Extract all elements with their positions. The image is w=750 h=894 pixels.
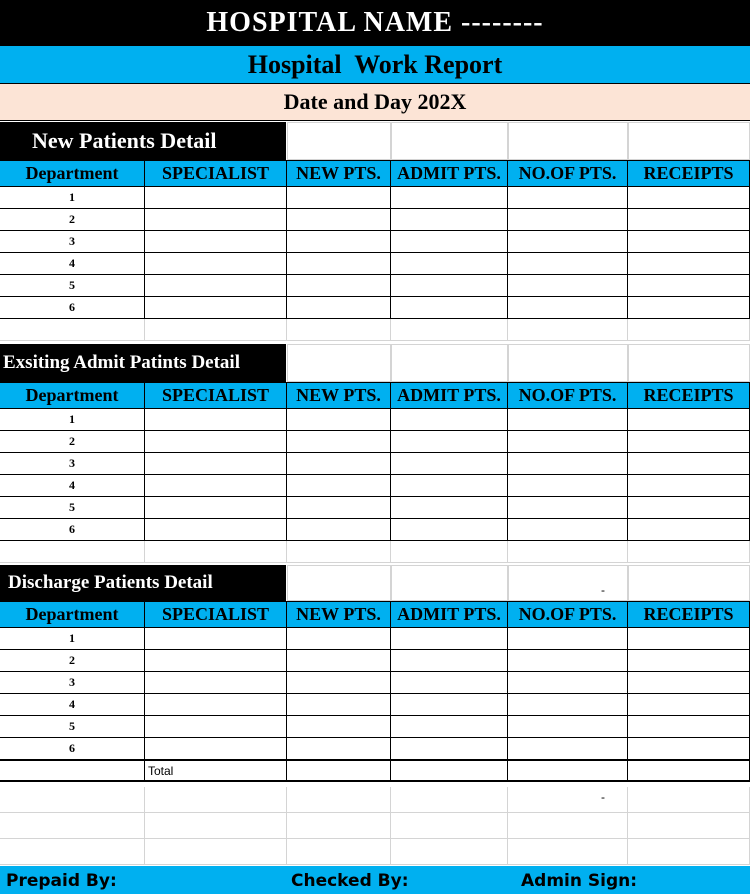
data-cell[interactable]	[508, 519, 628, 541]
data-cell[interactable]	[391, 694, 508, 716]
column-header: SPECIALIST	[145, 160, 287, 187]
blank-cell	[0, 839, 145, 865]
blank-cell	[508, 813, 628, 839]
data-cell[interactable]	[628, 716, 750, 738]
hospital-name-text: HOSPITAL NAME --------	[206, 6, 544, 38]
data-cell[interactable]	[391, 209, 508, 231]
data-cell[interactable]	[508, 319, 628, 341]
table-row	[0, 297, 750, 319]
blank-cell	[145, 813, 287, 839]
department-cell[interactable]: 2	[0, 650, 145, 672]
column-header: NO.OF PTS.	[508, 160, 628, 187]
blank-cell	[508, 122, 628, 160]
blank-row	[0, 787, 750, 813]
data-cell[interactable]	[287, 453, 391, 475]
data-cell[interactable]	[287, 541, 391, 563]
column-header: SPECIALIST	[145, 601, 287, 628]
dash-mark: -	[601, 790, 605, 804]
blank-cell	[391, 813, 508, 839]
blank-cell	[0, 813, 145, 839]
table-row	[0, 650, 750, 672]
data-cell[interactable]	[145, 409, 287, 431]
data-cell[interactable]	[628, 453, 750, 475]
data-cell[interactable]	[145, 453, 287, 475]
data-cell[interactable]	[391, 297, 508, 319]
data-cell[interactable]	[287, 319, 391, 341]
department-cell[interactable]: 3	[0, 672, 145, 694]
blank-cell	[628, 787, 750, 813]
data-cell[interactable]	[145, 541, 287, 563]
department-cell[interactable]: 5	[0, 275, 145, 297]
table-row	[0, 716, 750, 738]
data-cell[interactable]	[145, 297, 287, 319]
data-cell[interactable]	[287, 760, 391, 782]
data-cell[interactable]	[628, 319, 750, 341]
department-cell[interactable]: 4	[0, 694, 145, 716]
department-cell[interactable]: 4	[0, 253, 145, 275]
table-row	[0, 475, 750, 497]
table-row	[0, 231, 750, 253]
blank-cell	[391, 565, 508, 601]
data-cell[interactable]	[628, 409, 750, 431]
data-cell[interactable]	[628, 541, 750, 563]
data-cell[interactable]	[628, 650, 750, 672]
data-cell[interactable]	[391, 497, 508, 519]
data-cell[interactable]	[508, 275, 628, 297]
column-header: NO.OF PTS.	[508, 382, 628, 409]
blank-cell	[287, 787, 391, 813]
table-row	[0, 187, 750, 209]
data-cell[interactable]	[145, 497, 287, 519]
blank-cell	[508, 787, 628, 813]
column-header: NEW PTS.	[287, 160, 391, 187]
column-header: RECEIPTS	[628, 382, 750, 409]
date-day-line	[0, 84, 750, 121]
data-cell[interactable]	[145, 187, 287, 209]
data-cell[interactable]	[508, 231, 628, 253]
data-cell[interactable]	[145, 650, 287, 672]
column-header: Department	[0, 601, 145, 628]
report-title	[0, 45, 750, 84]
blank-cell	[145, 787, 287, 813]
data-cell[interactable]	[628, 275, 750, 297]
table-row	[0, 431, 750, 453]
checked-by-label: Checked By:	[291, 871, 409, 891]
data-cell[interactable]	[287, 650, 391, 672]
table-row	[0, 541, 750, 563]
blank-cell	[628, 344, 750, 382]
data-cell[interactable]	[391, 231, 508, 253]
data-cell[interactable]	[145, 519, 287, 541]
data-cell[interactable]	[287, 716, 391, 738]
blank-cell	[287, 565, 391, 601]
data-cell[interactable]	[628, 694, 750, 716]
column-header: Department	[0, 382, 145, 409]
blank-cell	[628, 839, 750, 865]
blank-cell	[391, 344, 508, 382]
blank-cell	[508, 344, 628, 382]
department-cell[interactable]: 4	[0, 475, 145, 497]
data-cell[interactable]	[628, 253, 750, 275]
data-cell[interactable]	[628, 738, 750, 760]
blank-cell	[508, 565, 628, 601]
data-cell[interactable]	[145, 475, 287, 497]
data-cell[interactable]	[145, 738, 287, 760]
data-cell[interactable]	[508, 738, 628, 760]
data-cell[interactable]	[145, 716, 287, 738]
department-cell[interactable]: 6	[0, 738, 145, 760]
data-cell[interactable]	[391, 187, 508, 209]
blank-cell	[0, 787, 145, 813]
table-row	[0, 209, 750, 231]
data-cell[interactable]	[508, 497, 628, 519]
data-cell[interactable]	[628, 297, 750, 319]
data-cell[interactable]	[287, 519, 391, 541]
blank-cell	[628, 813, 750, 839]
prepared-by-label: Prepaid By:	[6, 871, 117, 891]
blank-row	[0, 813, 750, 839]
data-cell[interactable]	[628, 497, 750, 519]
blank-cell	[145, 839, 287, 865]
blank-cell	[287, 813, 391, 839]
blank-cell	[508, 839, 628, 865]
data-cell[interactable]	[508, 716, 628, 738]
data-cell[interactable]	[287, 275, 391, 297]
data-cell[interactable]	[287, 187, 391, 209]
table-row	[0, 738, 750, 760]
data-cell[interactable]	[391, 716, 508, 738]
table-row	[0, 519, 750, 541]
table-row	[0, 497, 750, 519]
data-cell[interactable]	[508, 297, 628, 319]
department-cell[interactable]: 6	[0, 297, 145, 319]
blank-cell	[287, 839, 391, 865]
section-label: Discharge Patients Detail	[0, 565, 286, 601]
data-cell[interactable]	[628, 187, 750, 209]
department-cell[interactable]	[0, 541, 145, 563]
data-cell[interactable]	[145, 231, 287, 253]
column-header: ADMIT PTS.	[391, 382, 508, 409]
data-cell[interactable]	[508, 628, 628, 650]
data-cell[interactable]	[628, 672, 750, 694]
data-cell[interactable]	[628, 760, 750, 782]
data-cell[interactable]	[508, 694, 628, 716]
table-row	[0, 275, 750, 297]
blank-cell	[628, 565, 750, 601]
column-header: SPECIALIST	[145, 382, 287, 409]
column-header: ADMIT PTS.	[391, 601, 508, 628]
table-row	[0, 672, 750, 694]
blank-cell	[391, 787, 508, 813]
data-cell[interactable]	[508, 409, 628, 431]
data-cell[interactable]	[145, 672, 287, 694]
department-cell[interactable]: 1	[0, 409, 145, 431]
data-cell[interactable]	[145, 253, 287, 275]
data-cell[interactable]	[391, 519, 508, 541]
data-cell[interactable]	[628, 519, 750, 541]
blank-cell	[391, 122, 508, 160]
data-cell[interactable]	[287, 628, 391, 650]
data-cell[interactable]	[628, 431, 750, 453]
signature-footer	[0, 866, 750, 894]
data-cell[interactable]	[508, 187, 628, 209]
report-title-text: Hospital Work Report	[247, 49, 503, 79]
data-cell[interactable]	[508, 475, 628, 497]
department-cell[interactable]: 3	[0, 231, 145, 253]
department-cell[interactable]	[0, 760, 145, 782]
dash-mark: -	[601, 583, 605, 597]
department-cell[interactable]: 1	[0, 628, 145, 650]
blank-row	[0, 839, 750, 865]
data-cell[interactable]	[508, 453, 628, 475]
department-cell[interactable]: 6	[0, 519, 145, 541]
department-cell[interactable]: 2	[0, 209, 145, 231]
data-cell[interactable]	[391, 541, 508, 563]
data-cell[interactable]	[628, 231, 750, 253]
column-header: NO.OF PTS.	[508, 601, 628, 628]
table-row	[0, 409, 750, 431]
department-cell[interactable]: 5	[0, 497, 145, 519]
hospital-name-title	[0, 0, 750, 45]
column-header: NEW PTS.	[287, 382, 391, 409]
data-cell[interactable]	[508, 541, 628, 563]
section-label: Exsiting Admit Patints Detail	[0, 344, 286, 382]
data-cell[interactable]	[391, 409, 508, 431]
data-cell[interactable]	[287, 231, 391, 253]
data-cell[interactable]	[287, 431, 391, 453]
table-row	[0, 628, 750, 650]
column-header: ADMIT PTS.	[391, 160, 508, 187]
data-cell[interactable]	[391, 650, 508, 672]
blank-cell	[628, 122, 750, 160]
data-cell[interactable]	[391, 431, 508, 453]
data-cell[interactable]	[391, 760, 508, 782]
blank-cell	[391, 839, 508, 865]
data-cell[interactable]	[508, 672, 628, 694]
data-cell[interactable]	[508, 760, 628, 782]
data-cell[interactable]	[391, 628, 508, 650]
data-cell[interactable]	[391, 738, 508, 760]
data-cell[interactable]	[145, 319, 287, 341]
department-cell[interactable]: 3	[0, 453, 145, 475]
data-cell[interactable]	[287, 672, 391, 694]
data-cell[interactable]	[508, 650, 628, 672]
data-cell[interactable]	[145, 209, 287, 231]
column-header: NEW PTS.	[287, 601, 391, 628]
data-cell[interactable]	[287, 497, 391, 519]
table-row	[0, 319, 750, 341]
data-cell[interactable]	[391, 275, 508, 297]
data-cell[interactable]	[508, 431, 628, 453]
department-cell[interactable]: 1	[0, 187, 145, 209]
data-cell[interactable]	[628, 209, 750, 231]
department-cell[interactable]: 5	[0, 716, 145, 738]
data-cell[interactable]	[391, 319, 508, 341]
date-day-text: Date and Day 202X	[283, 89, 467, 114]
data-cell[interactable]	[391, 453, 508, 475]
column-header: RECEIPTS	[628, 160, 750, 187]
data-cell[interactable]	[508, 253, 628, 275]
department-cell[interactable]: 2	[0, 431, 145, 453]
data-cell[interactable]	[145, 275, 287, 297]
data-cell[interactable]	[391, 253, 508, 275]
data-cell[interactable]	[287, 253, 391, 275]
data-cell[interactable]	[287, 409, 391, 431]
table-row	[0, 694, 750, 716]
column-header: Department	[0, 160, 145, 187]
admin-sign-label: Admin Sign:	[521, 871, 638, 891]
data-cell[interactable]	[145, 694, 287, 716]
data-cell[interactable]	[145, 628, 287, 650]
table-row	[0, 453, 750, 475]
blank-cell	[287, 122, 391, 160]
total-label: Total	[145, 760, 287, 782]
table-row	[0, 253, 750, 275]
data-cell[interactable]	[508, 209, 628, 231]
data-cell[interactable]	[287, 209, 391, 231]
data-cell[interactable]	[391, 672, 508, 694]
department-cell[interactable]	[0, 319, 145, 341]
data-cell[interactable]	[628, 628, 750, 650]
table-row	[0, 760, 750, 782]
column-header: RECEIPTS	[628, 601, 750, 628]
data-cell[interactable]	[287, 694, 391, 716]
data-cell[interactable]	[391, 475, 508, 497]
data-cell[interactable]	[287, 738, 391, 760]
blank-cell	[287, 344, 391, 382]
data-cell[interactable]	[287, 297, 391, 319]
data-cell[interactable]	[145, 431, 287, 453]
section-label: New Patients Detail	[0, 122, 286, 160]
data-cell[interactable]	[628, 475, 750, 497]
data-cell[interactable]	[287, 475, 391, 497]
